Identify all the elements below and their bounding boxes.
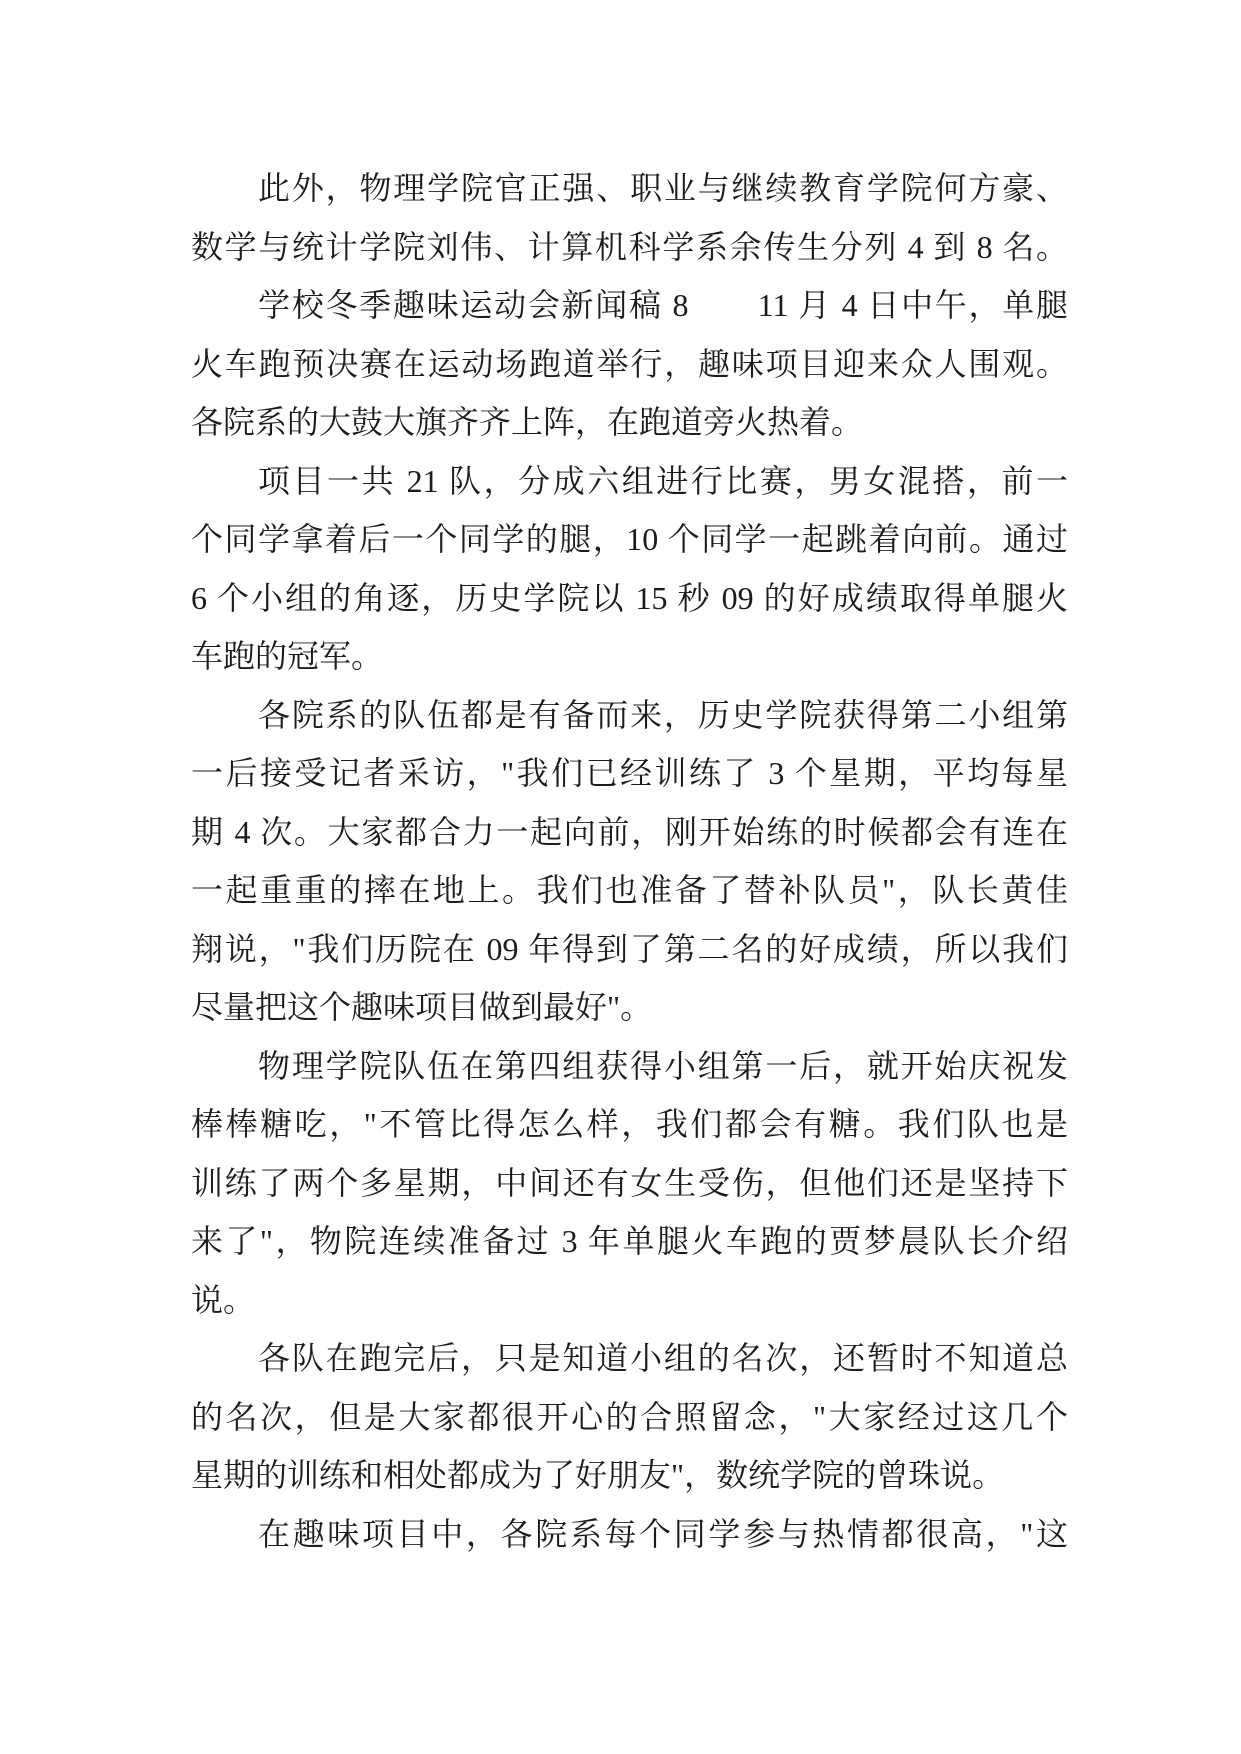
paragraph-line: 各院系的大鼓大旗齐齐上阵，在跑道旁火热着。 — [191, 404, 864, 440]
paragraph — [191, 1329, 1068, 1505]
paragraph — [191, 1505, 1068, 1564]
paragraph-line: 一后接受记者采访，"我们已经训练了 3 个星期，平均每星 — [191, 755, 1068, 791]
paragraph-line: 车跑的冠军。 — [191, 638, 384, 674]
paragraph-line: 来了"，物院连续准备过 3 年单腿火车跑的贾梦晨队长介绍 — [191, 1223, 1068, 1259]
paragraph-line: 的名次，但是大家都很开心的合照留念，"大家经过这几个 — [191, 1398, 1068, 1435]
paragraph — [191, 1037, 1068, 1330]
paragraph-line: 此外，物理学院官正强、职业与继续教育学院何方豪、 — [258, 170, 1068, 206]
paragraph-line: 物理学院队伍在第四组获得小组第一后，就开始庆祝发 — [258, 1047, 1068, 1084]
paragraph-line: 一起重重的摔在地上。我们也准备了替补队员"，队长黄佳 — [191, 872, 1068, 908]
paragraph-line: 说。 — [191, 1281, 256, 1318]
paragraph-line: 6 个小组的角逐，历史学院以 15 秒 09 的好成绩取得单腿火 — [191, 579, 1068, 616]
paragraph — [191, 276, 1068, 452]
paragraph-line: 训练了两个多星期，中间还有女生受伤，但他们还是坚持下 — [191, 1164, 1068, 1201]
paragraph-line: 各院系的队伍都是有备而来，历史学院获得第二小组第 — [258, 696, 1068, 733]
paragraph-line: 项目一共 21 队，分成六组进行比赛，男女混搭，前一 — [258, 462, 1068, 499]
document-body — [191, 159, 1068, 1563]
paragraph-line: 在趣味项目中，各院系每个同学参与热情都很高，"这 — [258, 1515, 1068, 1552]
paragraph-line: 火车跑预决赛在运动场跑道举行，趣味项目迎来众人围观。 — [191, 345, 1068, 382]
paragraph — [191, 452, 1068, 686]
paragraph-line: 棒棒糖吃，"不管比得怎么样，我们都会有糖。我们队也是 — [191, 1106, 1068, 1142]
paragraph-line: 个同学拿着后一个同学的腿，10 个同学一起跳着向前。通过 — [191, 521, 1068, 557]
paragraph-line: 尽量把这个趣味项目做到最好"。 — [191, 989, 653, 1025]
paragraph-line: 各队在跑完后，只是知道小组的名次，还暂时不知道总 — [258, 1340, 1068, 1376]
paragraph-line: 学校冬季趣味运动会新闻稿 8 11 月 4 日中午，单腿 — [258, 287, 1068, 323]
paragraph-line: 期 4 次。大家都合力一起向前，刚开始练的时候都会有连在 — [191, 813, 1068, 850]
paragraph-line: 翔说，"我们历院在 09 年得到了第二名的好成绩，所以我们 — [191, 930, 1068, 967]
paragraph — [191, 159, 1068, 276]
paragraph-line: 星期的训练和相处都成为了好朋友"，数统学院的曾珠说。 — [191, 1457, 1005, 1493]
paragraph-line: 数学与统计学院刘伟、计算机科学系余传生分列 4 到 8 名。 — [191, 228, 1068, 265]
paragraph — [191, 686, 1068, 1037]
